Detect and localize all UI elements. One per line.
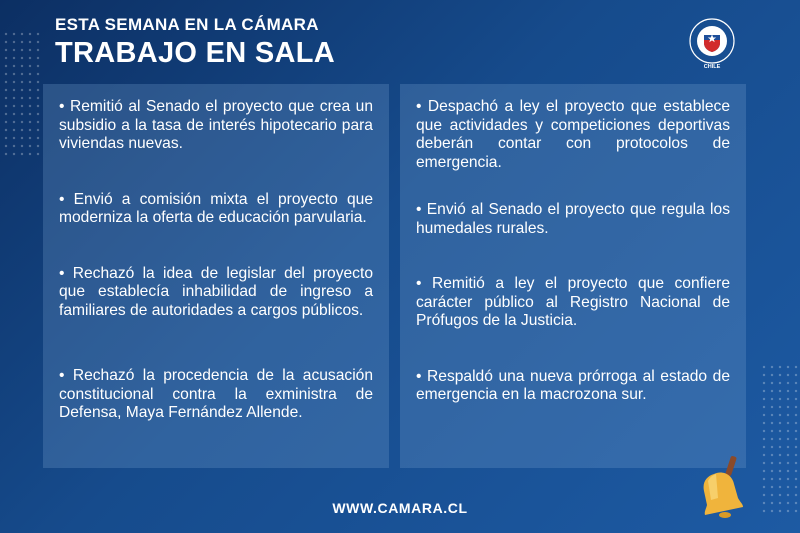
right-column-panel (400, 84, 746, 468)
list-item: • Remitió al Senado el proyecto que crea un subsidio a la tasa de interés hipotecario para viviendas nuevas. (59, 98, 373, 152)
list-item: • Envió a comisión mixta el proyecto que moderniza la oferta de educación parvularia. (59, 190, 373, 226)
decorative-dots-left (2, 30, 42, 160)
decorative-dots-right (760, 363, 800, 513)
list-item: • Despachó a ley el proyecto que establece que actividades y competiciones deportivas deberán contar con protocolos de emergencia. (416, 98, 730, 171)
page-title: TRABAJO EN SALA (55, 37, 336, 69)
list-item: • Rechazó la idea de legislar del proyecto que establecía inhabilidad de ingreso a familiares de autoridades a cargos públicos. (59, 264, 373, 319)
list-item: • Rechazó la procedencia de la acusación constitucional contra la exministra de Defensa, Maya Fernández Allende. (59, 367, 373, 421)
left-column-panel (43, 84, 389, 468)
list-item: • Envió al Senado el proyecto que regula los humedales rurales. (416, 201, 730, 237)
list-item: • Remitió a ley el proyecto que confiere carácter público al Registro Nacional de Prófugos de la Justicia. (416, 275, 730, 329)
logo-country-label: CHILE (703, 64, 721, 70)
page-subtitle: ESTA SEMANA EN LA CÁMARA (55, 15, 319, 34)
list-item: • Respaldó una nueva prórroga al estado de emergencia en la macrozona sur. (416, 367, 730, 403)
website-link[interactable]: WWW.CAMARA.CL (332, 500, 468, 516)
chamber-seal-icon (685, 16, 739, 70)
header (55, 15, 335, 70)
